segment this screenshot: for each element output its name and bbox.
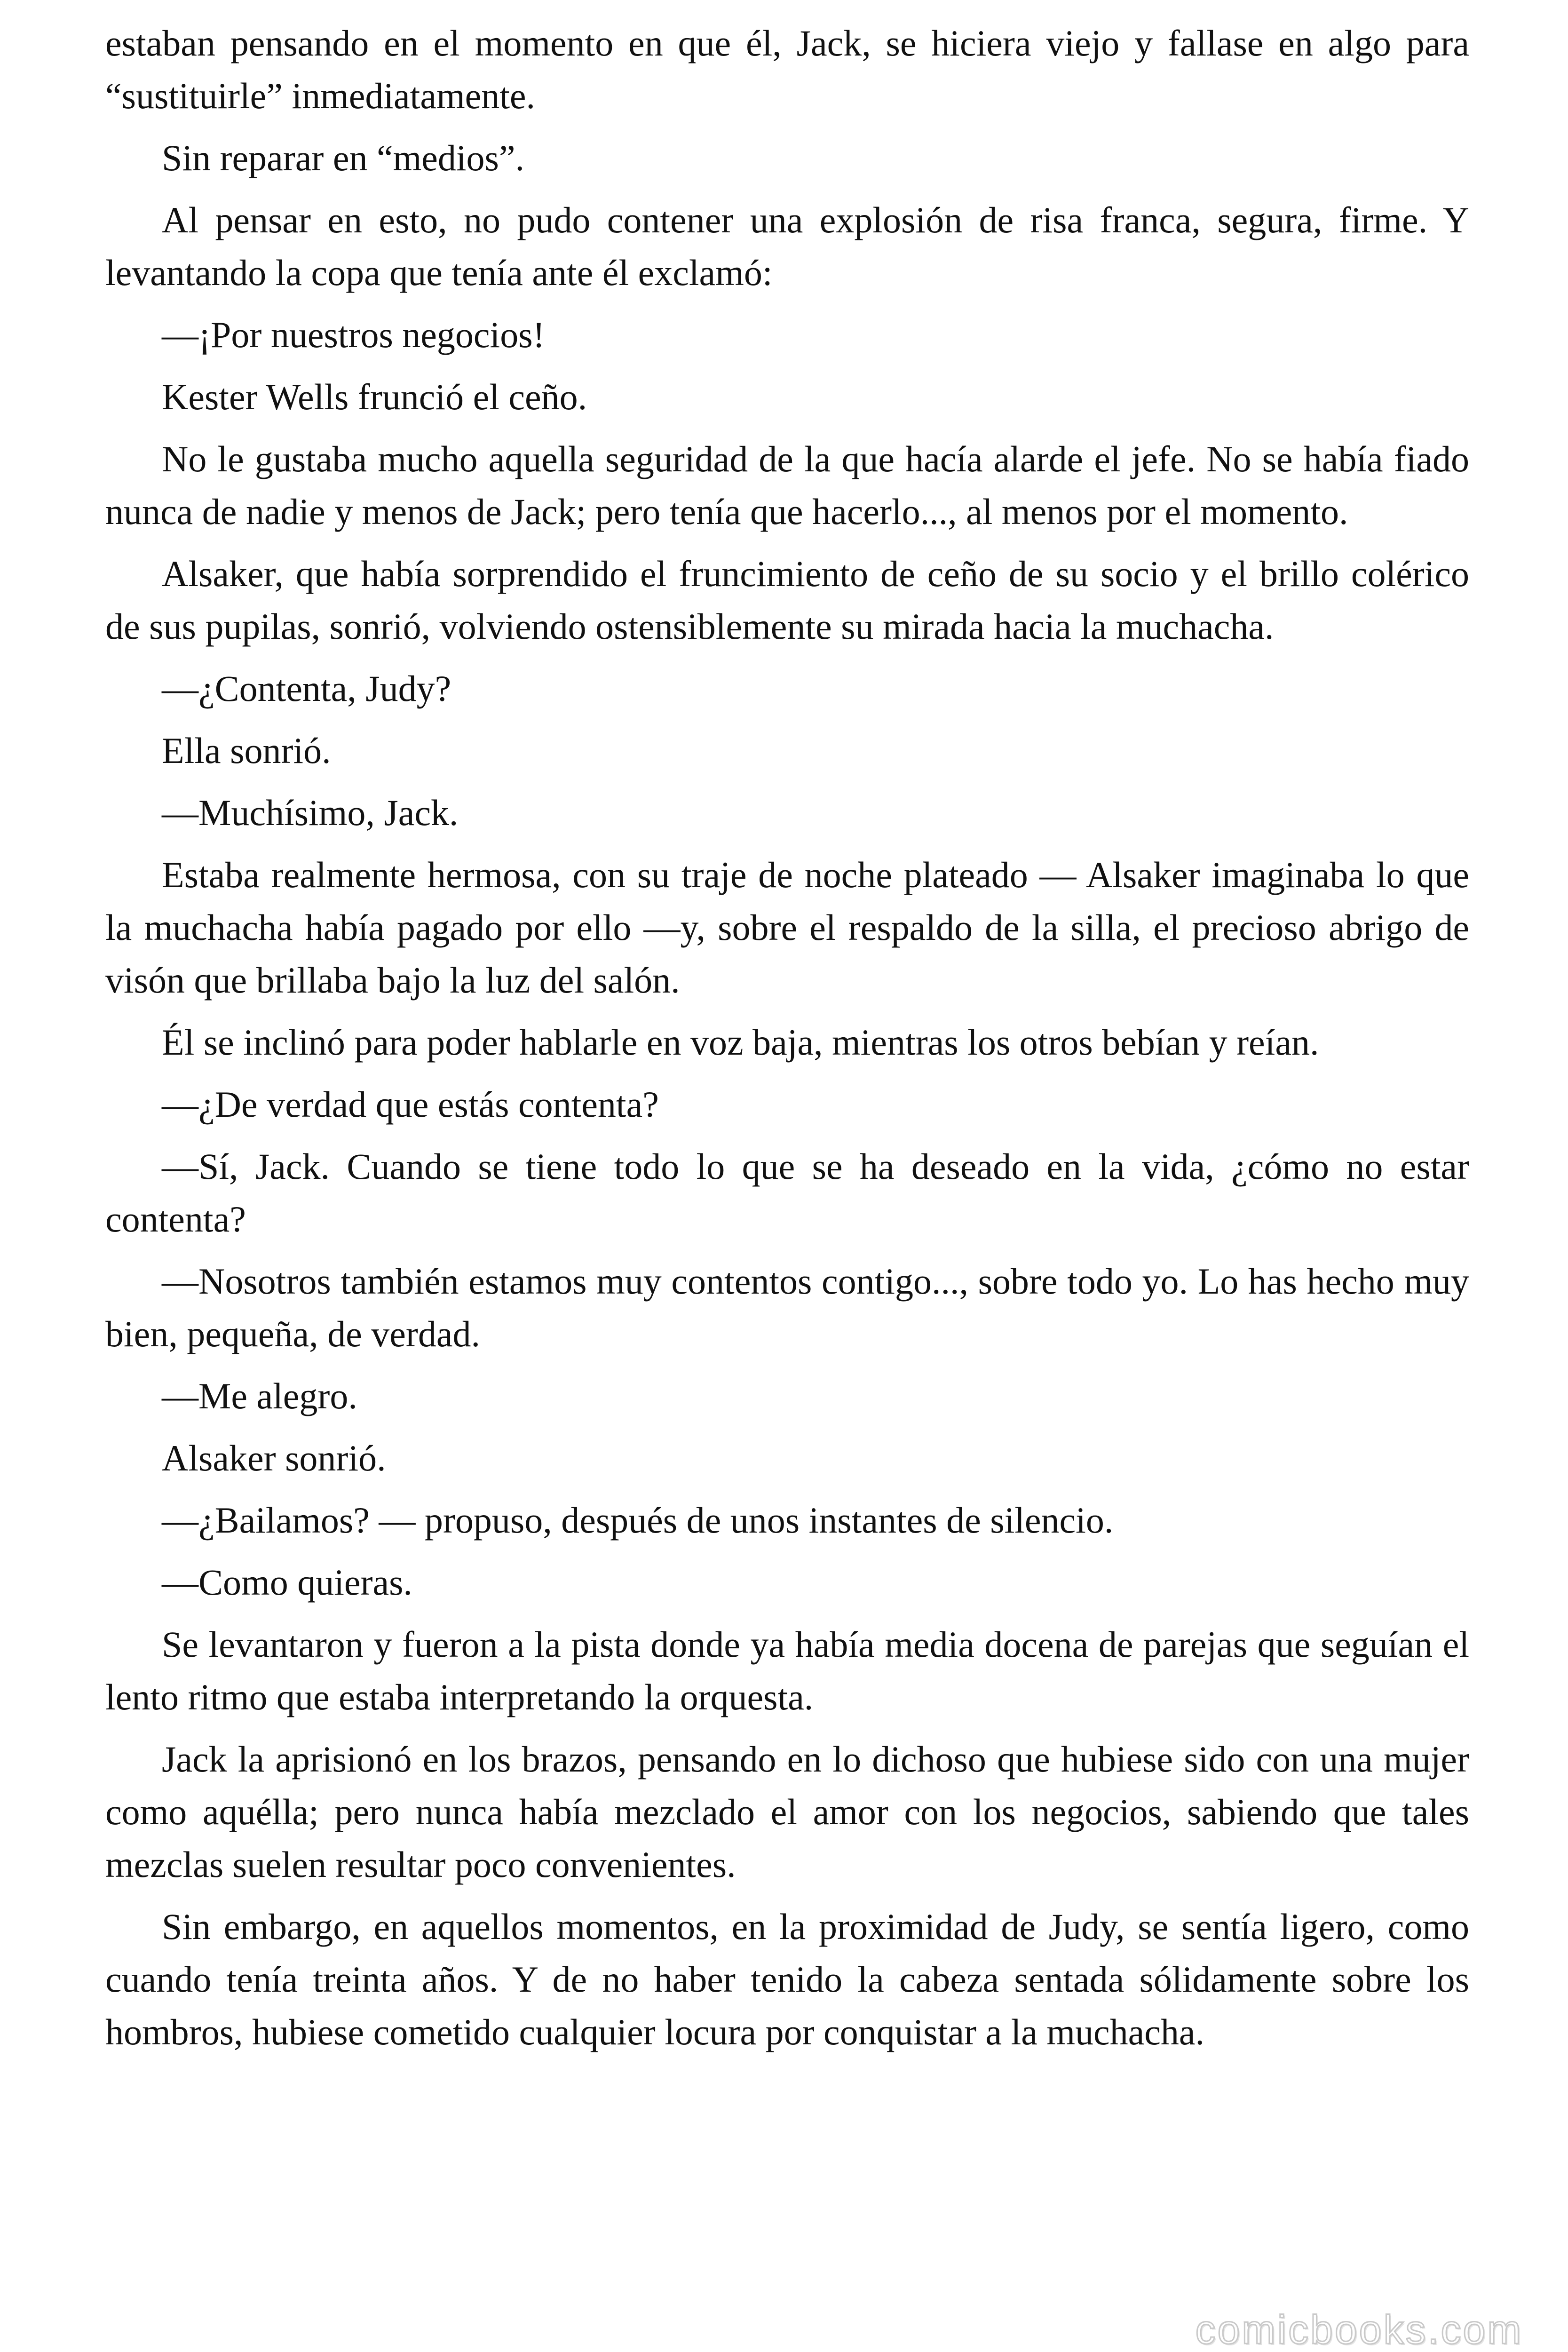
dialogue-line: —Como quieras. xyxy=(162,1562,412,1603)
paragraph: Ella sonrió. xyxy=(162,730,331,771)
paragraph: Kester Wells frunció el ceño. xyxy=(162,376,587,417)
dialogue-line: —¿Bailamos? — propuso, después de unos instantes de silencio. xyxy=(162,1500,1114,1541)
paragraph: Sin reparar en “medios”. xyxy=(162,137,525,178)
paragraph-continuation: estaban pensando en el momento en que él, Jack, se hiciera viejo y fallase en algo para “sustituirle” inmediatamente. xyxy=(105,23,1469,116)
dialogue-line: —Sí, Jack. Cuando se tiene todo lo que se ha deseado en la vida, ¿cómo no estar contenta? xyxy=(105,1146,1469,1240)
paragraph: Jack la aprisionó en los brazos, pensando en lo dichoso que hubiese sido con una mujer como aquélla; pero nunca había mezclado el amor con los negocios, sabiendo que tales mezclas suelen resultar poco convenientes. xyxy=(105,1739,1469,1885)
dialogue-line: —Nosotros también estamos muy contentos contigo..., sobre todo yo. Lo has hecho muy bien, pequeña, de verdad. xyxy=(105,1261,1469,1354)
paragraph: No le gustaba mucho aquella seguridad de la que hacía alarde el jefe. No se había fiado nunca de nadie y menos de Jack; pero tenía que hacerlo..., al menos por el momento. xyxy=(105,438,1469,532)
paragraph: Se levantaron y fueron a la pista donde ya había media docena de parejas que seguían el lento ritmo que estaba interpretando la orquesta. xyxy=(105,1624,1469,1717)
site-watermark: comicbooks.com xyxy=(1195,2307,1523,2352)
paragraph: Alsaker sonrió. xyxy=(162,1438,386,1478)
dialogue-line: —Muchísimo, Jack. xyxy=(162,792,459,833)
dialogue-line: —¿Contenta, Judy? xyxy=(162,668,451,709)
paragraph: Estaba realmente hermosa, con su traje de noche plateado — Alsaker imaginaba lo que la muchacha había pagado por ello —y, sobre el respaldo de la silla, el precioso abrigo de visón que brillaba bajo la luz del salón. xyxy=(105,854,1469,1001)
dialogue-line: —Me alegro. xyxy=(162,1375,357,1416)
paragraph: Sin embargo, en aquellos momentos, en la proximidad de Judy, se sentía ligero, como cuando tenía treinta años. Y de no haber tenido la cabeza sentada sólidamente sobre los hombros, hubiese cometido cualquier locura por conquistar a la muchacha. xyxy=(105,1906,1469,2052)
paragraph: Al pensar en esto, no pudo contener una explosión de risa franca, segura, firme. Y levantando la copa que tenía ante él exclamó: xyxy=(105,199,1469,293)
dialogue-line: —¡Por nuestros negocios! xyxy=(162,314,545,355)
page-body-text xyxy=(105,17,1469,2068)
paragraph: Alsaker, que había sorprendido el fruncimiento de ceño de su socio y el brillo colérico de sus pupilas, sonrió, volviendo ostensiblemente su mirada hacia la muchacha. xyxy=(105,553,1469,647)
dialogue-line: —¿De verdad que estás contenta? xyxy=(162,1084,659,1125)
paragraph: Él se inclinó para poder hablarle en voz baja, mientras los otros bebían y reían. xyxy=(162,1022,1319,1063)
